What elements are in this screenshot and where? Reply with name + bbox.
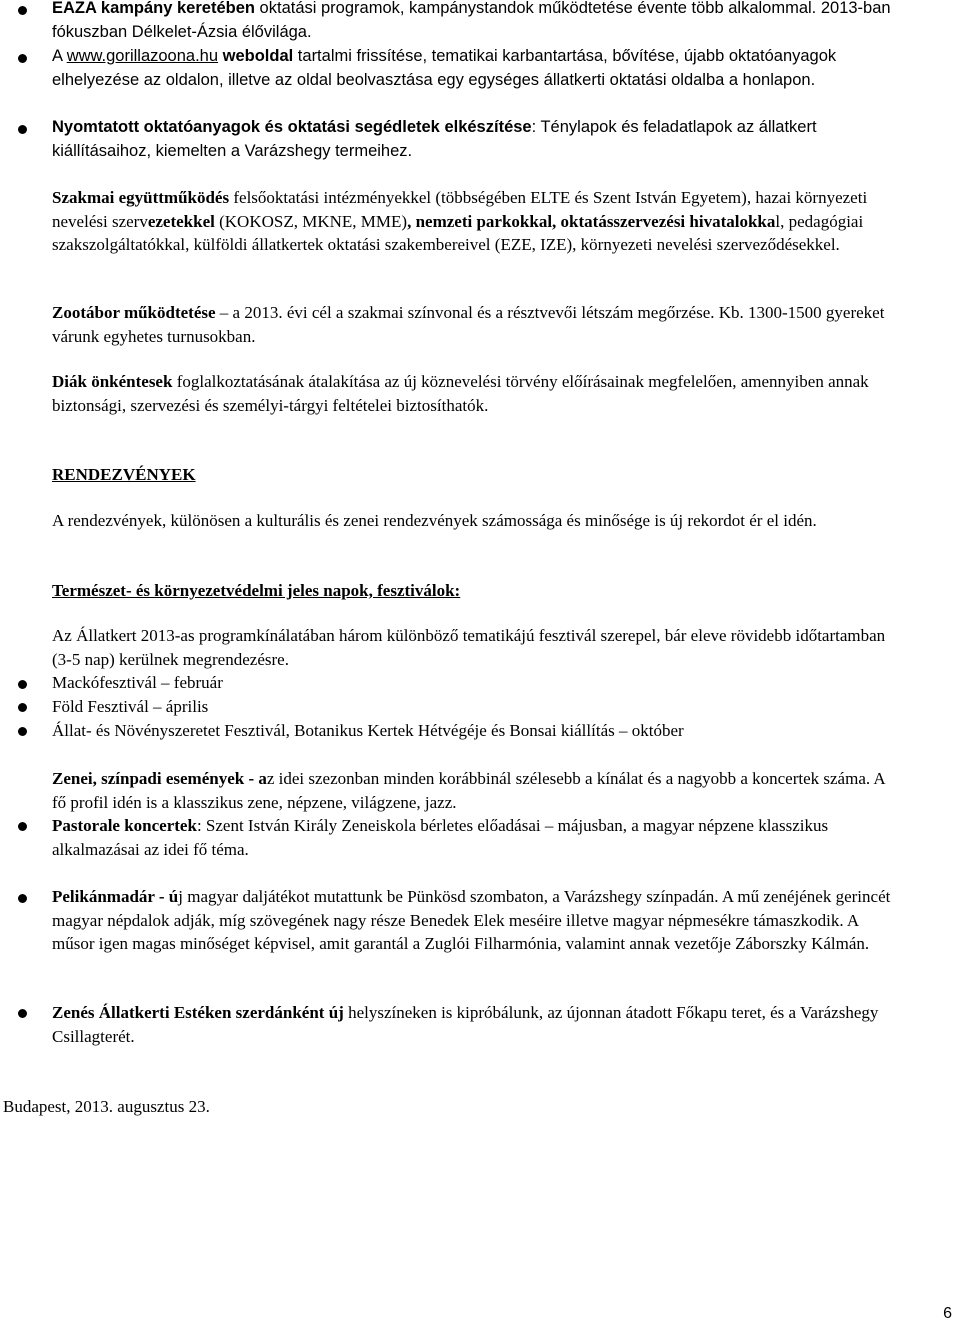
paragraph-szakmai: Szakmai együttműködés felsőoktatási intézményekkel (többségében ELTE és Szent István Egyetem), hazai környezeti nevelési szervezetekkel (KOKOSZ, MKNE, MME), nemzeti parkokkal, oktatásszervezési hivatalokkal, pedagógiai szakszolgáltatókkal, külföldi állatkertek oktatási szakembereivel (EZE, IZE), környezeti nevelési szerveződésekkel. [52,188,868,254]
bullet-icon [18,703,27,712]
list-item: A www.gorillazoona.hu weboldal tartalmi frissítése, tematikai karbantartása, bővítése, újabb oktatóanyagok elhelyezése az oldalon, illetve az oldal beolvasztása egy egységes állatkerti oktatási oldalba a honlapon. [52,47,837,89]
bold-text: Nyomtatott oktatóanyagok és oktatási segédletek elkészítése [52,118,532,136]
page-number: 6 [943,1305,952,1322]
bold-text: EAZA kampány keretében [52,0,255,17]
paragraph-rendezvenyek: A rendezvények, különösen a kulturális és zenei rendezvények számossága és minősége is új rekordot ér el idén. [52,511,817,530]
paragraph-termeszet: Az Állatkert 2013-as programkínálatában három különböző tematikájú fesztivál szerepel, bár eleve rövidebb időtartamban (3-5 nap) kerülnek megrendezésre. [52,626,886,669]
bold-text: weboldal [218,47,294,65]
list-item: Mackófesztivál – február [52,673,223,692]
subsection-heading: Természet- és környezetvédelmi jeles napok, fesztiválok: [52,581,461,600]
list-item: Föld Fesztivál – április [52,697,209,716]
body-text: oktatási programok, kampánystandok működtetése évente több alkalommal. 2013-ban fókuszban Délkelet-Ázsia élővilága. [52,0,891,41]
paragraph-zenei: Zenei, színpadi események - az idei szezonban minden korábbinál szélesebb a kínálat és a nagyobb a koncertek száma. A fő profil idén is a klasszikus zene, népzene, világzene, jazz. [52,769,885,812]
list-item [52,116,902,163]
bullet-icon [18,1009,27,1018]
bullet-icon [18,6,27,15]
list-item: Pelikánmadár - új magyar daljátékot mutattunk be Pünkösd szombaton, a Varázshegy színpadán. A mű zenéjének gerincét magyar népdalok adják, míg szövegének nagy része Benedek Elek meséire illetve magyar népmesékre támaszkodik. A műsor igen magas minőséget képvisel, amit garantál a Zuglói Filharmónia, valamint annak vezetője Záborszky Kálmán. [52,887,891,953]
paragraph-zootabor: Zootábor működtetése – a 2013. évi cél a szakmai színvonal és a résztvevői létszám megőrzése. Kb. 1300-1500 gyereket várunk egyhetes turnusokban. [52,303,885,346]
bullet-icon [18,727,27,736]
list-item: Állat- és Növényszeretet Fesztivál, Botanikus Kertek Hétvégéje és Bonsai kiállítás – október [52,721,684,740]
list-item: Pastorale koncertek: Szent István Király Zeneiskola bérletes előadásai – májusban, a magyar népzene klasszikus alkalmazásai az idei fő téma. [52,816,829,859]
paragraph-diak: Diák önkéntesek foglalkoztatásának átalakítása az új köznevelési törvény előírásainak megfelelően, amennyiben annak biztonsági, szervezési és személyi-tárgyi feltételei biztosíthatók. [52,372,869,415]
list-item [52,0,902,44]
bullet-icon [18,54,27,63]
body-text: tartalmi frissítése, tematikai karbantartása, bővítése, újabb oktatóanyagok elhelyezése az oldalon, illetve az oldal beolvasztása egy egységes állatkerti oktatási oldalba a honlapon. [52,47,837,89]
section-heading: RENDEZVÉNYEK [52,465,196,484]
bullet-icon [18,894,27,903]
website-link[interactable]: www.gorillazoona.hu [66,47,219,65]
list-item: Zenés Állatkerti Estéken szerdánként új helyszíneken is kipróbálunk, az újonnan átadott Főkapu teret, és a Varázshegy Csillagterét. [52,1003,879,1046]
date-line: Budapest, 2013. augusztus 23. [3,1097,210,1116]
bullet-icon [18,125,27,134]
bullet-icon [18,822,27,831]
bullet-icon [18,680,27,689]
body-text: : Ténylapok és feladatlapok az állatkert kiállításaihoz, kiemelten a Varázshegy termeihez. [52,118,817,160]
